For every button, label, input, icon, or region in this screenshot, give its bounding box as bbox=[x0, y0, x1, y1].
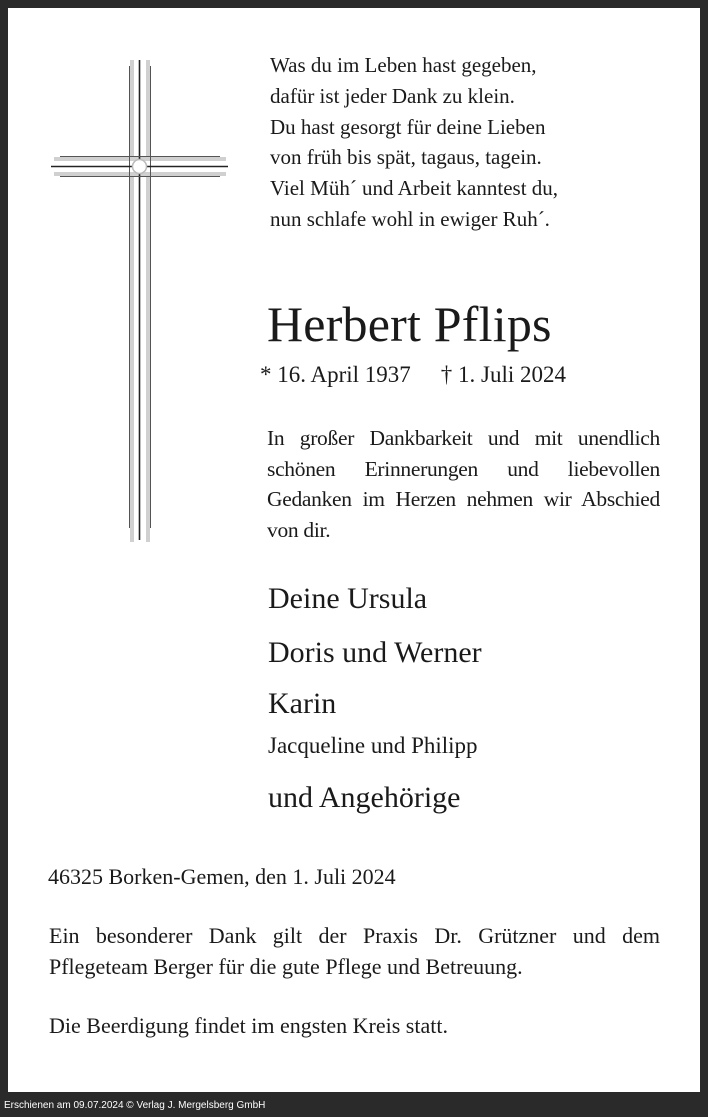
mourner-relatives: und Angehörige bbox=[268, 781, 461, 814]
life-dates bbox=[260, 360, 566, 390]
farewell-message: In großer Dankbarkeit und mit unendlich schönen Erinnerungen und liebevollen Gedanken im Herzen nehmen wir Abschied von dir. bbox=[267, 426, 660, 542]
deceased-name: Herbert Pflips bbox=[267, 296, 552, 352]
birth-date: * 16. April 1937 bbox=[260, 362, 411, 387]
mourner-doris-werner: Doris und Werner bbox=[268, 636, 482, 669]
poem-line: Viel Müh´ und Arbeit kanntest du, bbox=[270, 176, 559, 201]
mourner-jacqueline-philipp: Jacqueline und Philipp bbox=[268, 733, 478, 758]
place-and-date: 46325 Borken-Gemen, den 1. Juli 2024 bbox=[48, 864, 396, 889]
poem-line: dafür ist jeder Dank zu klein. bbox=[270, 83, 515, 108]
special-thanks: Ein besonderer Dank gilt der Praxis Dr. Grützner und dem Pflegeteam Berger für die gute Pflege und Betreuung. bbox=[49, 923, 660, 979]
mourner-karin: Karin bbox=[268, 687, 337, 720]
poem-line: von früh bis spät, tagaus, tagein. bbox=[270, 145, 542, 170]
poem-line: Was du im Leben hast gegeben, bbox=[270, 53, 537, 77]
poem-line: Du hast gesorgt für deine Lieben bbox=[270, 114, 546, 139]
poem bbox=[270, 50, 690, 235]
poem-line: nun schlafe wohl in ewiger Ruh´. bbox=[270, 206, 550, 231]
funeral-notice: Die Beerdigung findet im engsten Kreis statt. bbox=[49, 1013, 448, 1038]
mourner-ursula: Deine Ursula bbox=[268, 582, 428, 615]
obituary-page bbox=[8, 8, 700, 1092]
publication-footer: Erschienen am 09.07.2024 © Verlag J. Mergelsberg GmbH bbox=[4, 1100, 266, 1111]
death-date: † 1. Juli 2024 bbox=[440, 362, 567, 387]
